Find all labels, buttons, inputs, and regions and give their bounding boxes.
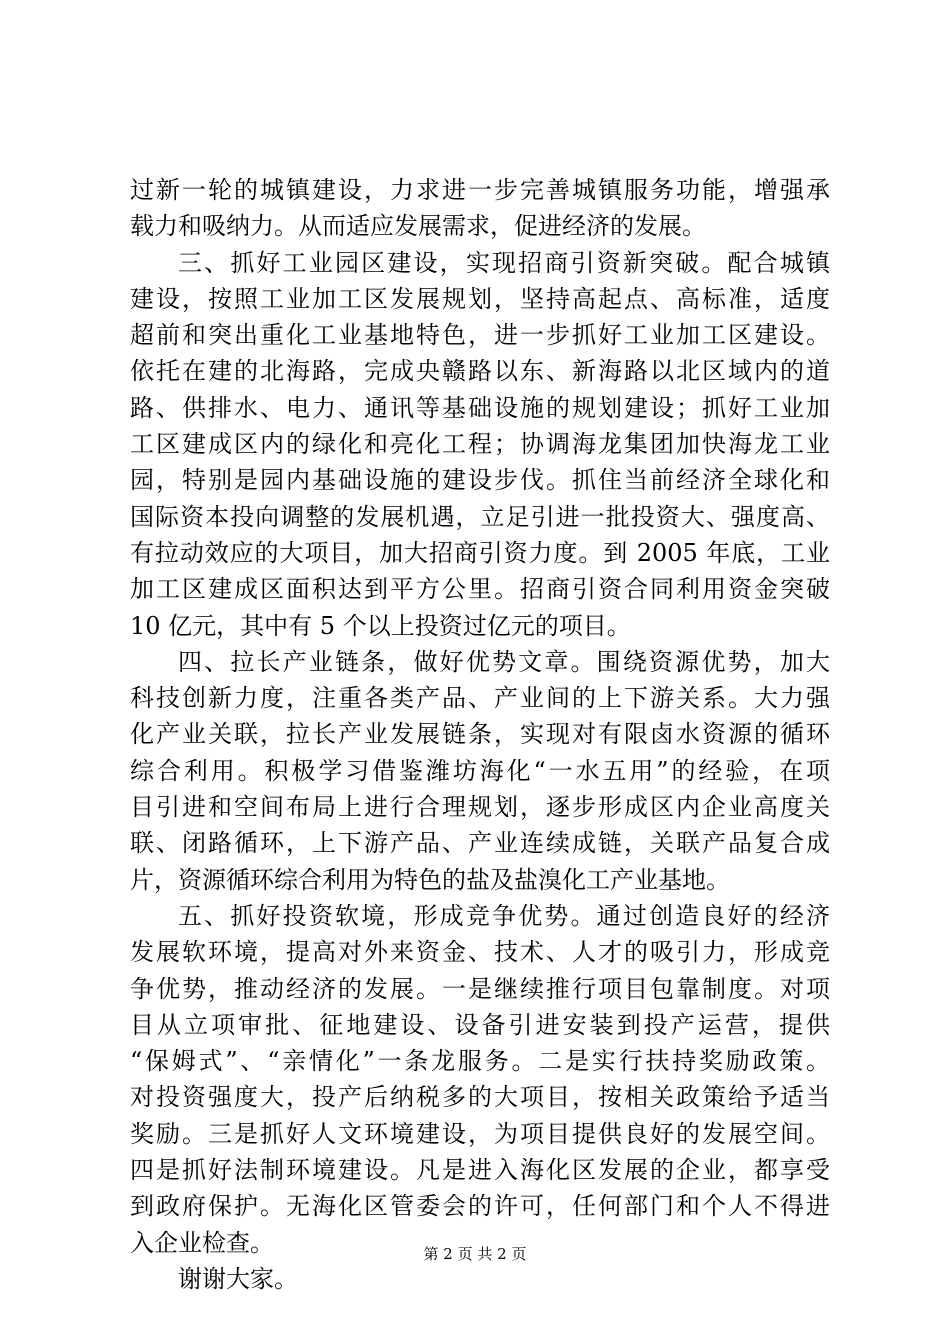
text-line: 国际资本投向调整的发展机遇，立足引进一批投资大、强度高、: [130, 502, 830, 531]
text-line: 联、闭路循环，上下游产品、产业连续成链，关联产品复合成: [130, 829, 830, 858]
text-line: 园，特别是园内基础设施的建设步伐。抓住当前经济全球化和: [130, 466, 830, 495]
document-body: [130, 172, 830, 1297]
text-line: 片，资源循环综合利用为特色的盐及盐溴化工产业基地。: [130, 865, 730, 894]
text-line: 到政府保护。无海化区管委会的许可，任何部门和个人不得进: [130, 1192, 830, 1221]
text-line: 过新一轮的城镇建设，力求进一步完善城镇服务功能，增强承: [130, 176, 830, 204]
text-line: 四、拉长产业链条，做好优势文章。围绕资源优势，加大: [178, 647, 830, 676]
text-line: 路、供排水、电力、通讯等基础设施的规划建设；抓好工业加: [130, 393, 830, 422]
text-line: 四是抓好法制环境建设。凡是进入海化区发展的企业，都享受: [130, 1156, 830, 1185]
closing-line: 谢谢大家。: [178, 1264, 298, 1293]
text-line: 依托在建的北海路，完成央赣路以东、新海路以北区域内的道: [130, 357, 830, 386]
text-line: 建设，按照工业加工区发展规划，坚持高起点、高标准，适度: [130, 284, 830, 313]
text-line: 发展软环境，提高对外来资金、技术、人才的吸引力，形成竞: [130, 938, 830, 967]
text-line: 超前和突出重化工业基地特色，进一步抓好工业加工区建设。: [130, 321, 830, 350]
text-line: 五、抓好投资软境，形成竞争优势。通过创造良好的经济: [178, 901, 830, 930]
text-line: 争优势，推动经济的发展。一是继续推行项目包靠制度。对项: [130, 974, 830, 1003]
text-line: 有拉动效应的大项目，加大招商引资力度。到 2005 年底，工业: [130, 538, 830, 567]
text-line: 化产业关联，拉长产业发展链条，实现对有限卤水资源的循环: [130, 720, 830, 749]
text-line: “保姆式”、“亲情化”一条龙服务。二是实行扶持奖励政策。: [130, 1047, 830, 1076]
text-line: 入企业检查。: [130, 1228, 274, 1257]
text-line: 综合利用。积极学习借鉴潍坊海化“一水五用”的经验，在项: [130, 756, 830, 785]
text-line: 10 亿元，其中有 5 个以上投资过亿元的项目。: [130, 611, 631, 640]
text-line: 对投资强度大，投产后纳税多的大项目，按相关政策给予适当: [130, 1083, 830, 1112]
text-line: 目从立项审批、征地建设、设备引进安装到投产运营，提供: [130, 1010, 830, 1039]
text-line: 载力和吸纳力。从而适应发展需求，促进经济的发展。: [130, 212, 706, 241]
text-line: 三、抓好工业园区建设，实现招商引资新突破。配合城镇: [178, 248, 830, 277]
text-line: 加工区建成区面积达到平方公里。招商引资合同利用资金突破: [130, 575, 830, 604]
text-line: 目引进和空间布局上进行合理规划，逐步形成区内企业高度关: [130, 793, 830, 822]
text-line: 奖励。三是抓好人文环境建设，为项目提供良好的发展空间。: [130, 1119, 830, 1148]
text-line: 科技创新力度，注重各类产品、产业间的上下游关系。大力强: [130, 684, 830, 713]
page-number-footer: 第 2 页 共 2 页: [423, 1245, 527, 1263]
text-line: 工区建成区内的绿化和亮化工程；协调海龙集团加快海龙工业: [130, 430, 830, 459]
